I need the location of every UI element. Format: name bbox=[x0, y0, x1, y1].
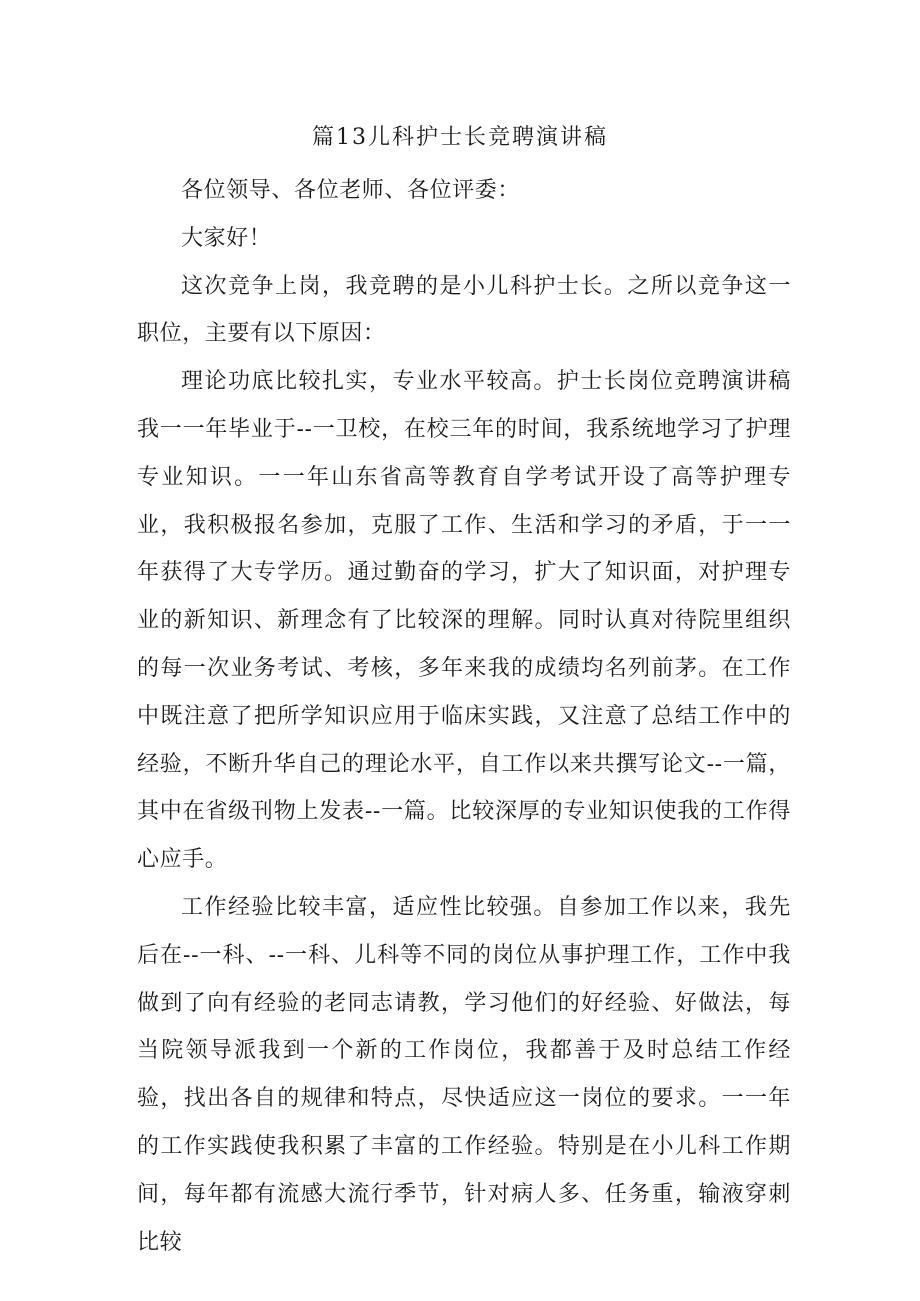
paragraph-salutation: 各位领导、各位老师、各位评委： bbox=[181, 178, 521, 203]
paragraph-greeting: 大家好！ bbox=[181, 225, 272, 251]
document-body bbox=[137, 167, 791, 1266]
paragraph-experience: 工作经验比较丰富，适应性比较强。自参加工作以来，我先后在--一科、--一科、儿科等不同的岗位从事护理工作，工作中我做到了向有经验的老同志请教，学习他们的好经验、好做法，每当院领导派我到一个新的工作岗位，我都善于及时总结工作经验，找出各自的规律和特点，尽快适应这一岗位的要求。一一年的工作实践使我积累了丰富的工作经验。特别是在小儿科工作期间，每年都有流感大流行季节，针对病人多、任务重，输液穿刺比较 bbox=[137, 894, 791, 1255]
paragraph-intro: 这次竞争上岗，我竞聘的是小儿科护士长。之所以竞争这一职位，主要有以下原因： bbox=[137, 273, 791, 347]
document-title: 篇13儿科护士长竞聘演讲稿 bbox=[312, 125, 608, 150]
paragraph-theory: 理论功底比较扎实，专业水平较高。护士长岗位竞聘演讲稿我一一年毕业于--一卫校，在校三年的时间，我系统地学习了护理专业知识。一一年山东省高等教育自学考试开设了高等护理专业，我积极报名参加，克服了工作、生活和学习的矛盾，于一一年获得了大专学历。通过勤奋的学习，扩大了知识面，对护理专业的新知识、新理念有了比较深的理解。同时认真对待院里组织的每一次业务考试、考核，多年来我的成绩均名列前茅。在工作中既注意了把所学知识应用于临床实践，又注意了总结工作中的经验，不断升华自己的理论水平，自工作以来共撰写论文--一篇，其中在省级刊物上发表--一篇。比较深厚的专业知识使我的工作得心应手。 bbox=[137, 369, 791, 873]
